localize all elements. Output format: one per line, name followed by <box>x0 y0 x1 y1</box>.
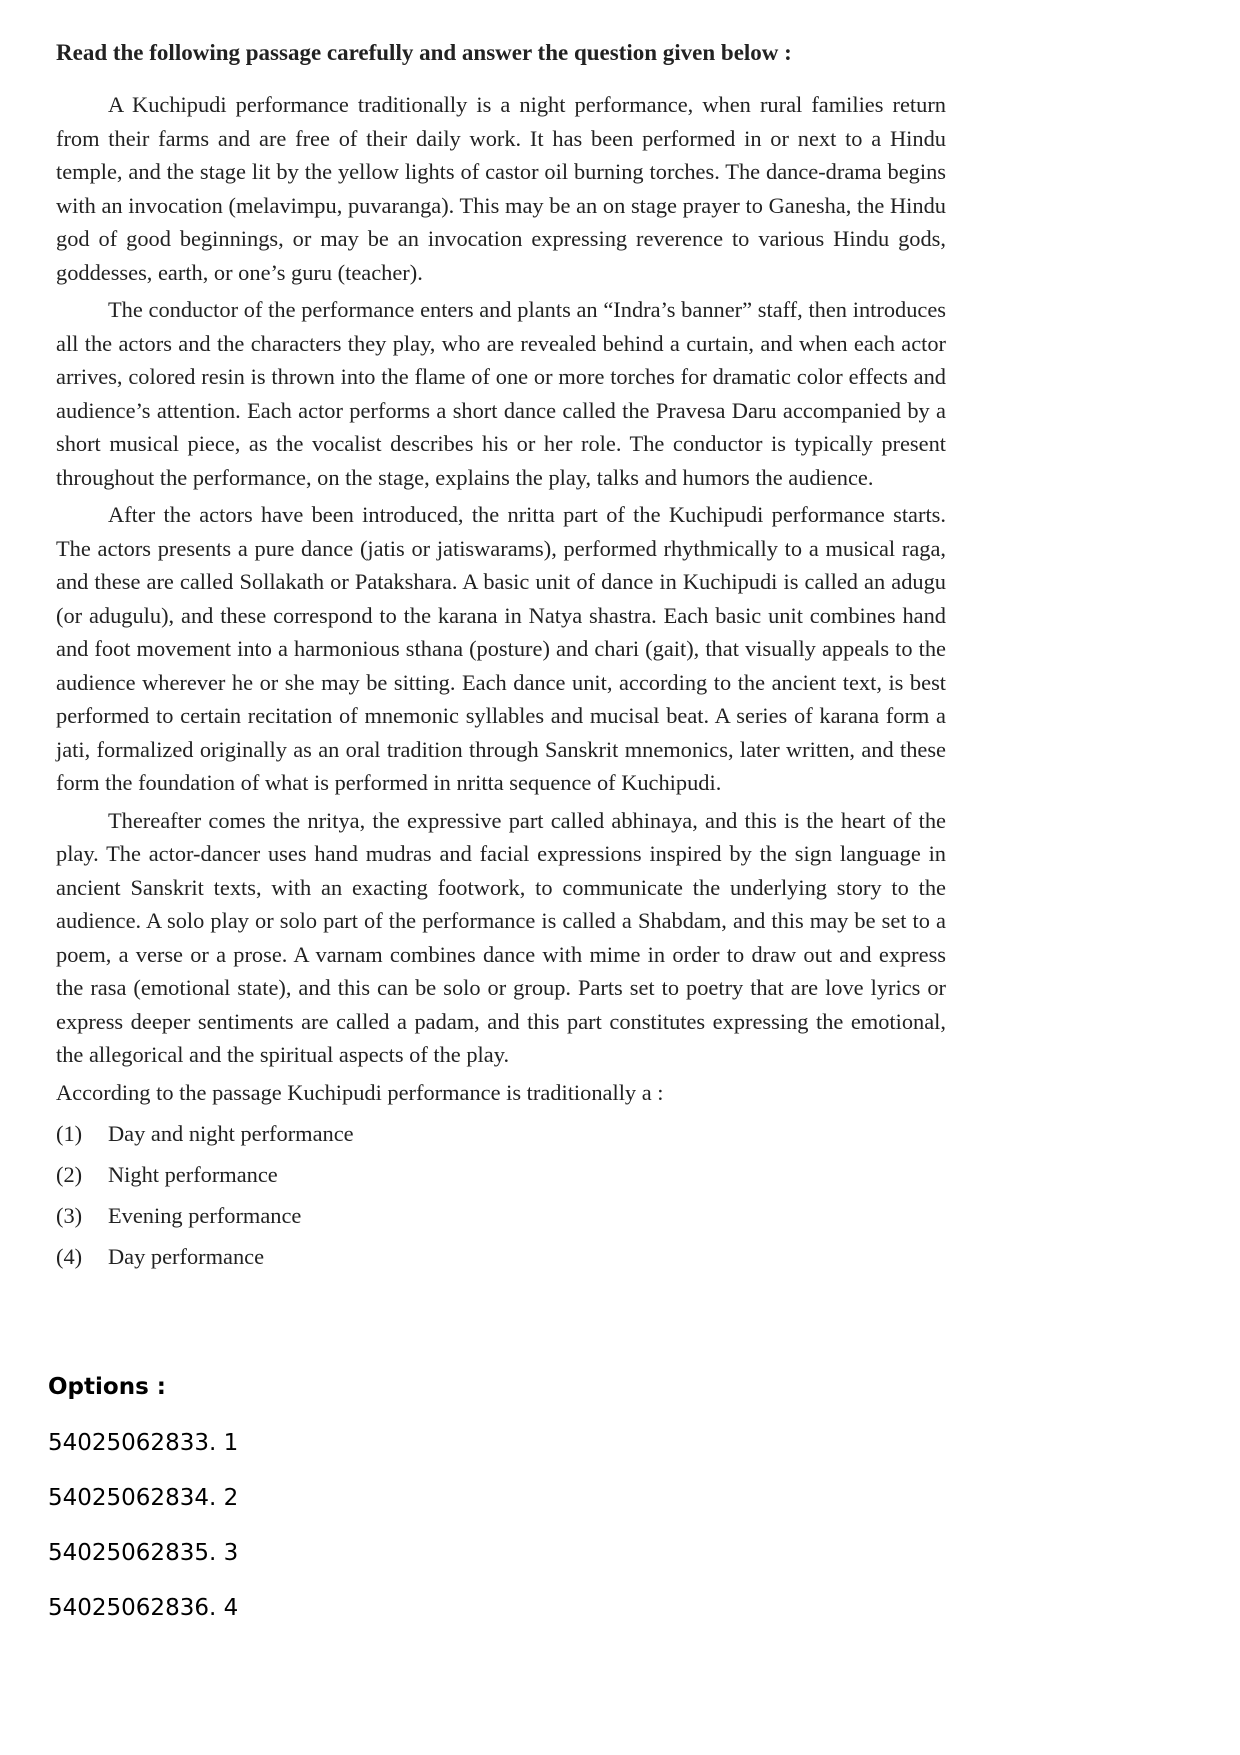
choice-text: Evening performance <box>108 1203 302 1228</box>
choice-text: Day performance <box>108 1244 265 1269</box>
option-item-2: 54025062834. 2 <box>48 1485 239 1511</box>
answer-choices <box>56 1113 946 1277</box>
passage-paragraph-3: After the actors have been introduced, the nritta part of the Kuchipudi performance starts. The actors presents a pure dance (jatis or jatiswarams), performed rhythmically to a musical raga, and these are called Sollakath or Patakshara. A basic unit of dance in Kuchipudi is called an adugu (or adugulu), and these correspond to the karana in Natya shastra. Each basic unit combines hand and foot movement into a harmonious sthana (posture) and chari (gait), that visually appeals to the audience wherever he or she may be sitting. Each dance unit, according to the ancient text, is best performed to certain recitation of mnemonic syllables and mucisal beat. A series of karana form a jati, formalized originally as an oral tradition through Sanskrit mnemonics, later written, and these form the foundation of what is performed in nritta sequence of Kuchipudi. <box>56 502 946 795</box>
option-item-4: 54025062836. 4 <box>48 1595 239 1621</box>
question-text: According to the passage Kuchipudi performance is traditionally a : <box>56 1079 664 1105</box>
choice-item <box>56 1113 946 1154</box>
choice-item <box>56 1154 946 1195</box>
instruction-heading: Read the following passage carefully and answer the question given below : <box>56 40 792 65</box>
choice-number: (1) <box>56 1121 83 1146</box>
choice-item <box>56 1236 946 1277</box>
passage-scan <box>56 38 946 1277</box>
choice-number: (3) <box>56 1203 83 1228</box>
options-section <box>48 1370 238 1646</box>
choice-text: Day and night performance <box>108 1121 354 1146</box>
option-item-3: 54025062835. 3 <box>48 1540 239 1566</box>
passage-paragraph-2: The conductor of the performance enters and plants an “Indra’s banner” staff, then introduces all the actors and the characters they play, who are revealed behind a curtain, and when each actor arrives, colored resin is thrown into the flame of one or more torches for dramatic color effects and audience’s attention. Each actor performs a short dance called the Pravesa Daru accompanied by a short musical piece, as the vocalist describes his or her role. The conductor is typically present throughout the performance, on the stage, explains the play, talks and humors the audience. <box>56 297 946 490</box>
choice-number: (2) <box>56 1162 83 1187</box>
options-title: Options : <box>48 1374 166 1400</box>
passage-paragraph-4: Thereafter comes the nritya, the expressive part called abhinaya, and this is the heart of the play. The actor-dancer uses hand mudras and facial expressions inspired by the sign language in ancient Sanskrit texts, with an exacting footwork, to communicate the underlying story to the audience. A solo play or solo part of the performance is called a Shabdam, and this may be set to a poem, a verse or a prose. A varnam combines dance with mime in order to draw out and express the rasa (emotional state), and this can be solo or group. Parts set to poetry that are love lyrics or express deeper sentiments are called a padam, and this part constitutes expressing the emotional, the allegorical and the spiritual aspects of the play. <box>56 807 946 1067</box>
passage-paragraph-1: A Kuchipudi performance traditionally is a night performance, when rural families return from their farms and are free of their daily work. It has been performed in or next to a Hindu temple, and the stage lit by the yellow lights of castor oil burning torches. The dance-drama begins with an invocation (melavimpu, puvaranga). This may be an on stage prayer to Ganesha, the Hindu god of good beginnings, or may be an invocation expressing reverence to various Hindu gods, goddesses, earth, or one’s guru (teacher). <box>56 92 946 285</box>
choice-number: (4) <box>56 1244 83 1269</box>
choice-text: Night performance <box>108 1162 278 1187</box>
option-item-1: 54025062833. 1 <box>48 1430 239 1456</box>
choice-item <box>56 1195 946 1236</box>
